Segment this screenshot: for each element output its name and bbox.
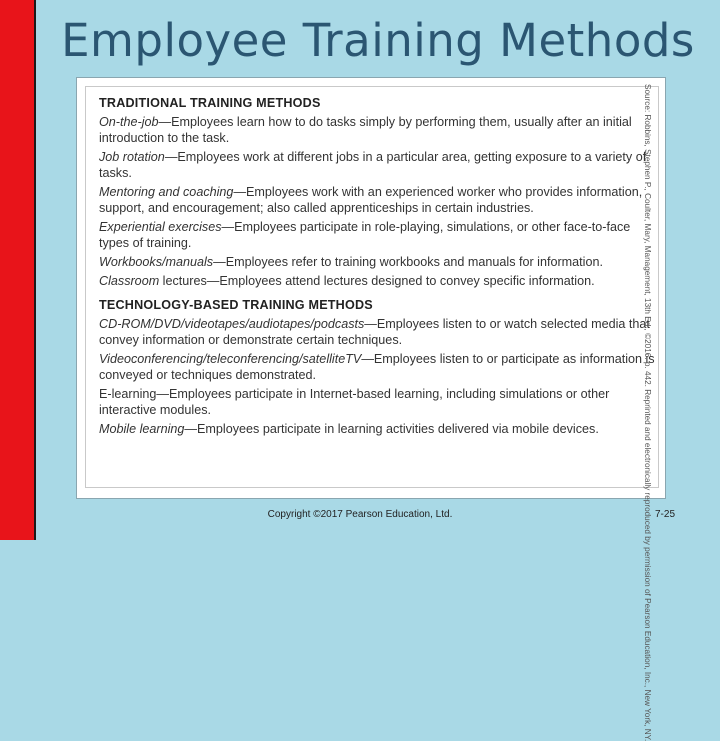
method-term: Mentoring and coaching bbox=[99, 185, 234, 199]
method-description: Employees work with an experienced worker who provides information, support, and encouragement; also called apprenticeships in certain industries. bbox=[99, 185, 643, 215]
page-number: 7-25 bbox=[654, 509, 675, 520]
method-term: Videoconferencing/teleconferencing/satelliteTV bbox=[99, 352, 362, 366]
table-content bbox=[99, 95, 655, 440]
list-item bbox=[99, 114, 655, 146]
method-separator: — bbox=[221, 220, 235, 234]
method-separator: — bbox=[158, 115, 172, 129]
list-item bbox=[99, 386, 655, 418]
method-separator: — bbox=[233, 185, 247, 199]
method-separator: lectures— bbox=[159, 274, 220, 288]
method-description: Employees listen to or watch selected media that convey information or demonstrate certain techniques. bbox=[99, 317, 650, 347]
method-description: Employees participate in learning activities delivered via mobile devices. bbox=[197, 422, 599, 436]
method-separator: — bbox=[361, 352, 374, 366]
method-description: Employees refer to training workbooks and manuals for information. bbox=[225, 255, 603, 269]
section-heading-technology: TECHNOLOGY-BASED TRAINING METHODS bbox=[99, 298, 373, 312]
method-term: Classroom bbox=[99, 274, 160, 288]
copyright-notice: Copyright ©2017 Pearson Education, Ltd. bbox=[267, 509, 453, 520]
method-separator: — bbox=[184, 422, 198, 436]
method-term: Job rotation bbox=[99, 150, 165, 164]
accent-bar bbox=[0, 0, 36, 540]
training-methods-table bbox=[85, 86, 659, 488]
method-separator: — bbox=[164, 150, 178, 164]
method-description: Employees work at different jobs in a particular area, getting exposure to a variety of tasks. bbox=[99, 150, 647, 180]
source-credit bbox=[642, 84, 664, 741]
method-term: CD-ROM/DVD/videotapes/audiotapes/podcasts bbox=[99, 317, 365, 331]
method-description: Employees learn how to do tasks simply by performing them, usually after an initial introduction to the task. bbox=[99, 115, 632, 145]
method-term: Experiential exercises bbox=[99, 220, 222, 234]
method-term: Workbooks/manuals bbox=[99, 255, 214, 269]
accent-bar-edge bbox=[34, 0, 36, 540]
method-term: Mobile learning bbox=[99, 422, 185, 436]
method-description: Employees listen to or participate as information is conveyed or techniques demonstrated. bbox=[99, 352, 655, 382]
method-separator: — bbox=[213, 255, 226, 269]
list-item bbox=[99, 316, 655, 348]
method-description: Employees attend lectures designed to convey specific information. bbox=[219, 274, 595, 288]
list-item bbox=[99, 149, 655, 181]
list-item bbox=[99, 254, 655, 270]
list-item bbox=[99, 219, 655, 251]
source-credit-text: Source: Robbins, Stephen P., Coulter, Mary, Management, 13th Ed., ©2016. p. 442. Reprinted and electronically reproduced by permission of Pearson Education, Inc., New York, NY. bbox=[643, 84, 652, 741]
method-separator: — bbox=[364, 317, 377, 331]
list-item bbox=[99, 421, 655, 437]
list-item bbox=[99, 184, 655, 216]
method-description: Employees participate in role-playing, simulations, or other face-to-face types of training. bbox=[99, 220, 631, 250]
method-separator: E-learning— bbox=[99, 387, 169, 401]
method-description: Employees participate in Internet-based learning, including simulations or other interactive modules. bbox=[99, 387, 610, 417]
method-term: On-the-job bbox=[99, 115, 159, 129]
list-item bbox=[99, 351, 655, 383]
list-item bbox=[99, 273, 655, 289]
section-heading-traditional: TRADITIONAL TRAINING METHODS bbox=[99, 96, 321, 110]
slide-title: Employee Training Methods bbox=[61, 14, 695, 67]
